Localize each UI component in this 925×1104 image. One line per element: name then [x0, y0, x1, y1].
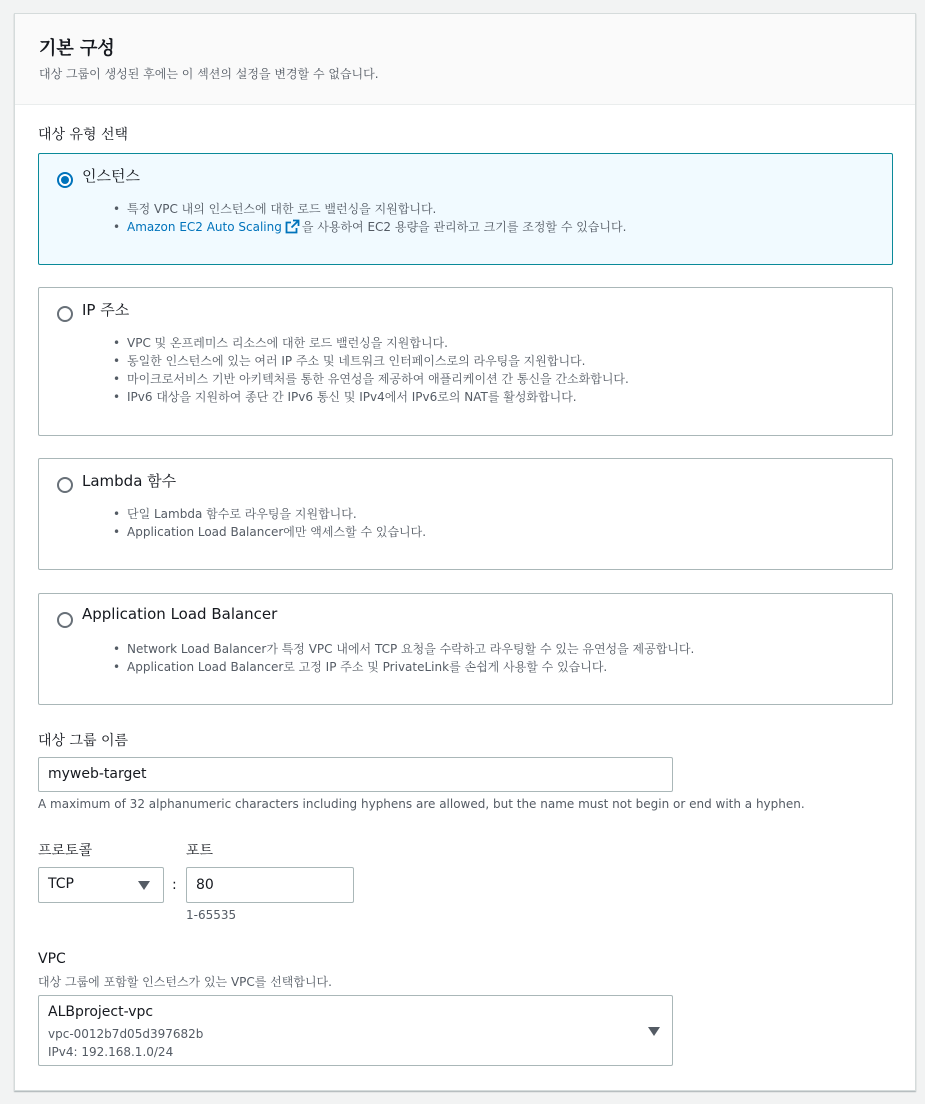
ec2-auto-scaling-link[interactable]: Amazon EC2 Auto Scaling [127, 220, 282, 234]
list-item: • IPv6 대상을 지원하여 종단 간 IPv6 통신 및 IPv4에서 IPv6로의 NAT를 활성화합니다. [127, 388, 629, 406]
alb-title: Application Load Balancer [82, 605, 278, 623]
protocol-select[interactable] [38, 867, 164, 903]
list-item [127, 218, 626, 239]
panel-header [15, 14, 915, 105]
caret-down-icon [138, 881, 150, 890]
target-group-name-label: 대상 그룹 이름 [38, 733, 129, 749]
list-item: • 특정 VPC 내의 인스턴스에 대한 로드 밸런싱을 지원합니다. [127, 200, 626, 218]
auto-scaling-text: 을 사용하여 EC2 용량을 관리하고 크기를 조정할 수 있습니다. [301, 220, 627, 234]
target-type-option-lambda[interactable] [38, 458, 893, 570]
vpc-selected-cidr: IPv4: 192.168.1.0/24 [48, 1045, 174, 1059]
target-group-name-constraint: A maximum of 32 alphanumeric characters including hyphens are allowed, but the name must not begin or end with a hyphen. [38, 797, 805, 811]
vpc-label: VPC [38, 951, 66, 967]
protocol-value: TCP [48, 876, 74, 892]
list-item: • VPC 및 온프레미스 리소스에 대한 로드 밸런싱을 지원합니다. [127, 334, 629, 352]
ip-radio[interactable] [57, 306, 73, 322]
alb-radio[interactable] [57, 612, 73, 628]
protocol-label: 프로토콜 [38, 843, 93, 859]
port-range-hint: 1-65535 [186, 908, 237, 922]
section-description: 대상 그룹이 생성된 후에는 이 섹션의 설정을 변경할 수 없습니다. [39, 67, 379, 81]
list-item: • Network Load Balancer가 특정 VPC 내에서 TCP 요청을 수락하고 라우팅할 수 있는 유연성을 제공합니다. [127, 640, 694, 658]
port-label: 포트 [186, 843, 214, 859]
instances-bullet-list [127, 200, 626, 239]
ip-title: IP 주소 [82, 301, 130, 319]
lambda-title: Lambda 함수 [82, 472, 177, 490]
target-type-option-ip[interactable] [38, 287, 893, 436]
target-type-option-instances[interactable] [38, 153, 893, 265]
protocol-port-separator: : [172, 877, 177, 893]
target-group-name-input[interactable]: myweb-target [38, 757, 673, 792]
instances-radio[interactable] [57, 172, 73, 188]
vpc-selected-name: ALBproject-vpc [48, 1004, 154, 1020]
external-link-icon [285, 219, 300, 239]
port-input[interactable]: 80 [186, 867, 354, 903]
alb-bullet-list [127, 640, 694, 676]
section-title: 기본 구성 [39, 38, 115, 59]
target-type-option-alb[interactable] [38, 593, 893, 705]
list-item: • 마이크로서비스 기반 아키텍처를 통한 유연성을 제공하여 애플리케이션 간 통신을 간소화합니다. [127, 370, 629, 388]
vpc-selected-id: vpc-0012b7d05d397682b [48, 1027, 204, 1041]
vpc-description: 대상 그룹에 포함할 인스턴스가 있는 VPC를 선택합니다. [38, 975, 332, 989]
target-type-label: 대상 유형 선택 [38, 127, 129, 143]
list-item: • Application Load Balancer로 고정 IP 주소 및 PrivateLink를 손쉽게 사용할 수 있습니다. [127, 658, 694, 676]
instances-title: 인스턴스 [82, 167, 140, 185]
lambda-radio[interactable] [57, 477, 73, 493]
ip-bullet-list [127, 334, 629, 406]
list-item: • 단일 Lambda 함수로 라우팅을 지원합니다. [127, 505, 426, 523]
vpc-select[interactable] [38, 995, 673, 1066]
list-item: • Application Load Balancer에만 액세스할 수 있습니다. [127, 523, 426, 541]
lambda-bullet-list [127, 505, 426, 541]
caret-down-icon [648, 1027, 660, 1036]
list-item: • 동일한 인스턴스에 있는 여러 IP 주소 및 네트워크 인터페이스로의 라우팅을 지원합니다. [127, 352, 629, 370]
